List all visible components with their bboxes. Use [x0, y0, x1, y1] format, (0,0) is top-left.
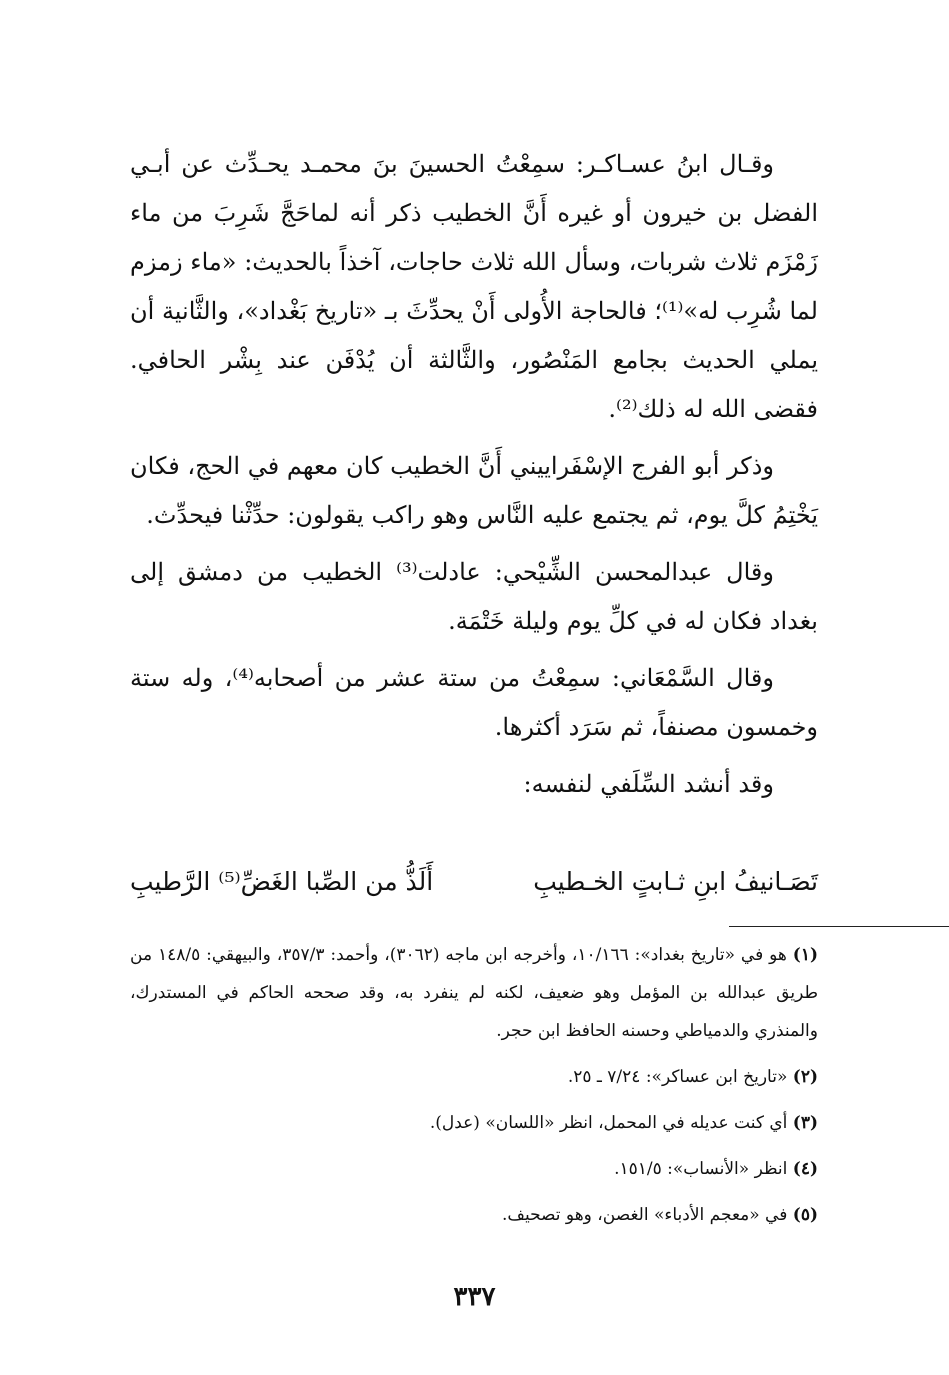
footnote-number: (٥): [792, 1205, 818, 1225]
footnote-number: (٤): [792, 1159, 818, 1179]
poem-verse: [130, 860, 818, 904]
paragraph-samani: وقال السَّمْعَاني: سمِعْتُ من ستة عشر من أصحابه⁽⁴⁾، وله ستة وخمسون مصنفاً، ثم سَرَد أكثرها.: [130, 664, 818, 741]
footnote: [130, 1196, 818, 1234]
page-number: ٣٣٧: [453, 1282, 496, 1312]
footnote-text: هو في «تاريخ بغداد»: ١٠/١٦٦، وأخرجه ابن ماجه (٣٠٦٢)، وأحمد: ٣٥٧/٣، والبيهقي: ١٤٨/٥ من طريق عبدالله بن المؤمل وهو ضعيف، لكنه لم ينفرد به، وقد صححه الحاكم في المستدرك، والمنذري والدمياطي وحسنه الحافظ ابن حجر.: [130, 945, 818, 1041]
footnote-number: (٣): [792, 1113, 818, 1133]
footnotes: [130, 936, 818, 1234]
paragraph-silafi-intro: وقد أنشد السِّلَفي لنفسه:: [523, 770, 774, 798]
footnote-separator: [729, 926, 949, 927]
main-text: [130, 140, 818, 809]
footnote-text: في «معجم الأدباء» الغصن، وهو تصحيف.: [501, 1205, 788, 1225]
paragraph-ibn-asakir: وقـال ابنُ عسـاكـر: سمِعْتُ الحسينَ بنَ محمـد يحـدِّث عن أبـي الفضل بن خيرون أو غيره أَنَّ الخطيب ذكر أنه لماحَجَّ شَرِبَ من ماء زَمْزَم ثلاث شربات، وسأل الله ثلاث حاجات، آخذاً بالحديث: «ماء زمزم لما شُرِب له»⁽¹⁾؛ فالحاجة الأُولى أَنْ يحدِّثَ بـ «تاريخ بَغْداد»، والثَّانية أن يملي الحديث بجامع المَنْصُور، والثَّالثة أن يُدْفَن عند بِشْر الحافي. فقضى الله له ذلك⁽²⁾.: [130, 150, 818, 423]
verse-first-hemistich: تَصَـانيفُ ابنِ ثـابتٍ الخـطيبِ: [533, 867, 818, 896]
footnote-number: (٢): [792, 1067, 818, 1087]
footnote: [130, 1104, 818, 1142]
footnote: [130, 1058, 818, 1096]
verse-second-hemistich: أَلَذُّ من الصِّبا الغَضِّ⁽⁵⁾ الرَّطيبِ: [130, 867, 434, 896]
footnote-text: «تاريخ ابن عساكر»: ٧/٢٤ ـ ٢٥.: [567, 1067, 788, 1087]
footnote: [130, 936, 818, 1050]
footnote-text: أي كنت عديله في المحمل، انظر «اللسان» (عدل).: [429, 1113, 788, 1133]
paragraph-isfarayini: وذكر أبو الفرج الإسْفَراييني أَنَّ الخطيب كان معهم في الحج، فكان يَخْتِمُ كلَّ يوم، ثم يجتمع عليه النَّاس وهو راكب يقولون: حدِّثْنا فيحدِّث.: [130, 452, 818, 529]
footnote-number: (١): [792, 945, 819, 965]
paragraph-shihi: وقال عبدالمحسن الشِّيْحي: عادلت⁽³⁾ الخطيب من دمشق إلى بغداد فكان له في كلِّ يوم وليلة خَتْمَة.: [130, 558, 818, 635]
footnote: [130, 1150, 818, 1188]
footnote-text: انظر «الأنساب»: ١٥١/٥.: [614, 1159, 788, 1179]
